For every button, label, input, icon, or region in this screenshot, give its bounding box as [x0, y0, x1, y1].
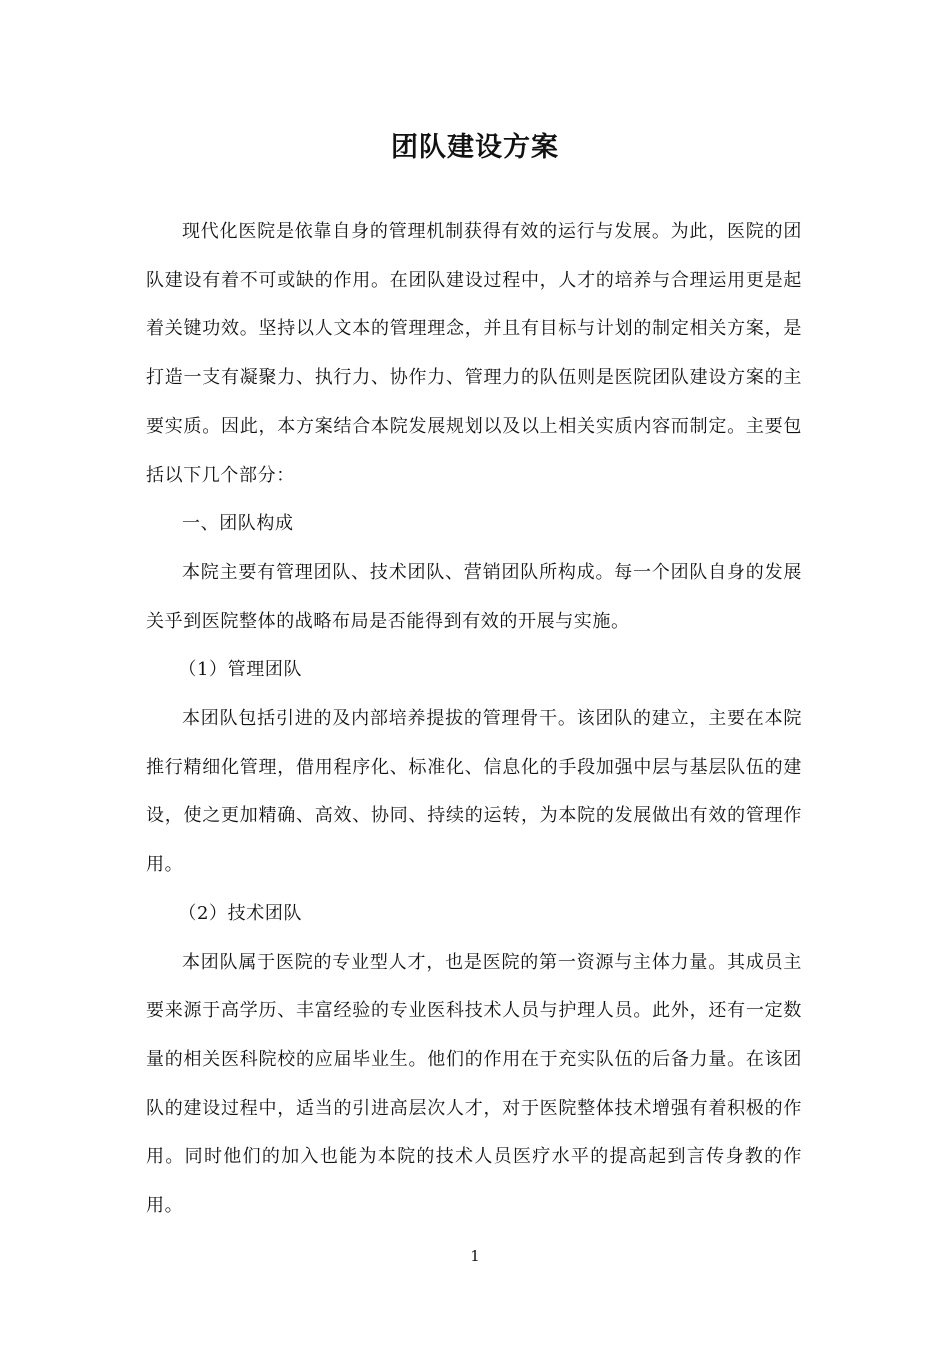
- subsection-heading-technical-team: （2）技术团队: [178, 902, 303, 924]
- document-title: 团队建设方案: [391, 132, 559, 163]
- intro-paragraph: 现代化医院是依靠自身的管理机制获得有效的运行与发展。为此，医院的团队建设有着不可或缺的作用。在团队建设过程中，人才的培养与合理运用更是起着关键功效。坚持以人文本的管理理念，并且有目标与计划的制定相关方案，是打造一支有凝聚力、执行力、协作力、管理力的队伍则是医院团队建设方案的主要实质。因此，本方案结合本院发展规划以及以上相关实质内容而制定。主要包括以下几个部分：: [146, 221, 802, 486]
- management-team-paragraph: 本团队包括引进的及内部培养提拔的管理骨干。该团队的建立，主要在本院推行精细化管理，借用程序化、标准化、信息化的手段加强中层与基层队伍的建设，使之更加精确、高效、协同、持续的运转，为本院的发展做出有效的管理作用。: [146, 708, 802, 876]
- page-number: 1: [470, 1247, 480, 1265]
- subsection-heading-management-team: （1）管理团队: [178, 659, 303, 681]
- team-composition-paragraph: 本院主要有管理团队、技术团队、营销团队所构成。每一个团队自身的发展关乎到医院整体的战略布局是否能得到有效的开展与实施。: [146, 561, 802, 632]
- document-body: [146, 208, 802, 1231]
- section-heading-team-composition: 一、团队构成: [182, 513, 294, 535]
- technical-team-paragraph: 本团队属于医院的专业型人才，也是医院的第一资源与主体力量。其成员主要来源于高学历、丰富经验的专业医科技术人员与护理人员。此外，还有一定数量的相关医科院校的应届毕业生。他们的作用在于充实队伍的后备力量。在该团队的建设过程中，适当的引进高层次人才，对于医院整体技术增强有着积极的作用。同时他们的加入也能为本院的技术人员医疗水平的提高起到言传身教的作用。: [146, 951, 802, 1217]
